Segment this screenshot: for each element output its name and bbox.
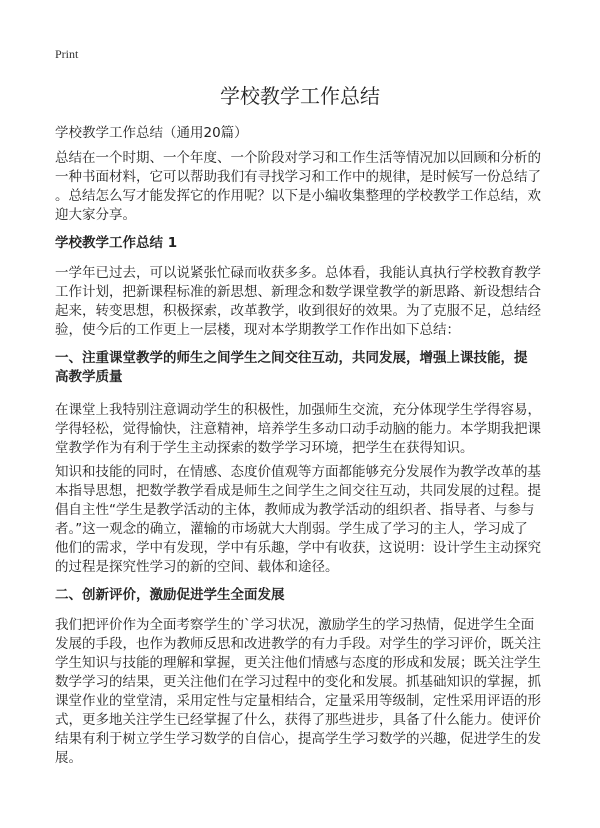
text-line: 迎大家分享。 bbox=[55, 207, 136, 223]
text-line: 展。 bbox=[55, 750, 82, 766]
text-line: 学得轻松，觉得愉快，注意精神，培养学生多动口动手动脑的能力。本学期我把课 bbox=[55, 421, 541, 437]
text-line: 一、注重课堂教学的师生之间学生之间交往互动，共同发展，增强上课技能，提 bbox=[55, 350, 528, 366]
text-line: 高教学质量 bbox=[55, 369, 123, 385]
text-line: 验，使今后的工作更上一层楼，现对本学期教学工作作出如下总结： bbox=[55, 322, 460, 338]
text-line: 。总结怎么写才能发挥它的作用呢？以下是小编收集整理的学校教学工作总结，欢 bbox=[55, 188, 541, 204]
text-line: 者。”这一观念的确立，灌输的市场就大大削弱。学生成了学习的主人，学习成了 bbox=[55, 521, 528, 537]
subsection-heading-2: 二、创新评价，激励促进学生全面发展 bbox=[55, 587, 285, 603]
page-title: 学校教学工作总结 bbox=[220, 84, 380, 108]
text-line: 课堂作业的堂堂清，采用定性与定量相结合，定量采用等级制，定性采用评语的形 bbox=[55, 693, 541, 709]
text-line: 工作计划，把新课程标准的新思想、新理念和数学课堂教学的新思路、新设想结合 bbox=[55, 284, 541, 300]
text-line: 的过程是探究性学习的新的空间、载体和途径。 bbox=[55, 559, 339, 575]
paragraph bbox=[55, 264, 555, 340]
text-line: 发展的手段，也作为教师反思和改进教学的有力手段。对学生的学习评价，既关注 bbox=[55, 636, 541, 652]
text-line: 学生知识与技能的理解和掌握，更关注他们情感与态度的形成和发展；既关注学生 bbox=[55, 655, 541, 671]
intro-paragraph bbox=[55, 149, 555, 225]
text-line: 在课堂上我特别注意调动学生的积极性，加强师生交流，充分体现学生学得容易， bbox=[55, 402, 541, 418]
text-line: 结果有利于树立学生学习数学的自信心，提高学生学习数学的兴趣，促进学生的发 bbox=[55, 731, 541, 747]
text-line: 他们的需求，学中有发现，学中有乐趣，学中有收获，这说明：设计学生主动探究 bbox=[55, 540, 541, 556]
text-line: 数学学习的结果，更关注他们在学习过程中的变化和发展。抓基础知识的掌握，抓 bbox=[55, 674, 541, 690]
text-line: 起来，转变思想，积极探索，改革教学，收到很好的效果。为了克服不足，总结经 bbox=[55, 303, 541, 319]
text-line: 一学年已过去，可以说紧张忙碌而收获多多。总体看，我能认真执行学校教育教学 bbox=[55, 265, 541, 281]
text-line: 知识和技能的同时，在情感、态度价值观等方面都能够充分发展作为教学改革的基 bbox=[55, 464, 541, 480]
print-link[interactable]: Print bbox=[55, 47, 79, 61]
subtitle: 学校教学工作总结（通用20篇） bbox=[55, 125, 248, 141]
subsection-heading-1 bbox=[55, 349, 555, 387]
paragraph bbox=[55, 463, 555, 577]
text-line: 本指导思想，把数学教学看成是师生之间学生之间交往互动，共同发展的过程。提 bbox=[55, 483, 541, 499]
text-line: 堂教学作为有利于学生主动探索的数学学习环境，把学生在获得知识。 bbox=[55, 440, 474, 456]
text-line: 一种书面材料，它可以帮助我们有寻找学习和工作中的规律，是时候写一份总结了 bbox=[55, 169, 541, 185]
text-line: 总结在一个时期、一个年度、一个阶段对学习和工作生活等情况加以回顾和分析的 bbox=[55, 150, 541, 166]
section-heading-1: 学校教学工作总结 1 bbox=[55, 235, 178, 251]
paragraph bbox=[55, 616, 555, 768]
text-line: 倡自主性“学生是教学活动的主体，教师成为教学活动的组织者、指导者、与参与 bbox=[55, 502, 535, 518]
text-line: 我们把评价作为全面考察学生的`学习状况，激励学生的学习热情，促进学生全面 bbox=[55, 617, 535, 633]
paragraph bbox=[55, 401, 555, 458]
text-line: 式，更多地关注学生已经掌握了什么，获得了那些进步，具备了什么能力。使评价 bbox=[55, 712, 541, 728]
